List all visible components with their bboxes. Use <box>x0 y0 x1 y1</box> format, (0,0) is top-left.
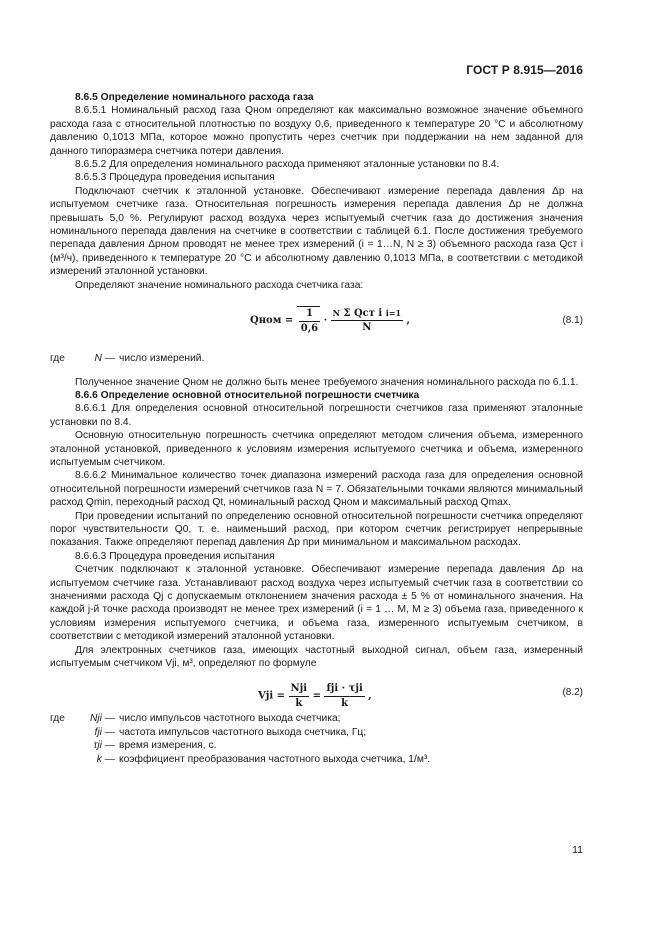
formula-tail: , <box>406 315 410 326</box>
formula-expression: Qном = $\frac{1}{0,6}$ · N Σ Qст i i=1 N , <box>250 307 410 334</box>
sqrt-numerator: 1 <box>299 307 320 321</box>
paragraph: 8.6.5.1 Номинальный расход газа Qном определяют как максимально возможное значение объемного расхода газа с относительной плотностью по воздуху 0,6, приведенного к температуре 20 °С и абсолютному давлению 0,1013 МПа, которое можно пропустить через счетчик при поддержании на нем заданной для данного типоразмера счетчика потери давления. <box>50 105 583 157</box>
paragraph: Для электронных счетчиков газа, имеющих частотный выходной сигнал, объем газа, измеренный испытуемым счетчиком Vji, м³, определяют по формуле <box>50 644 583 670</box>
formula-equals: = <box>312 690 321 702</box>
formula-8-2 <box>50 676 583 709</box>
formula-number: (8.2) <box>562 687 583 699</box>
paragraph: 8.6.6.3 Процедура проведения испытания <box>75 550 275 562</box>
paragraph: Определяют значение номинального расхода счетчика газа: <box>75 279 364 291</box>
paragraph: Основную относительную погрешность счетчика определяют методом сличения объема, измеренного эталонной установкой, приведенного к условиям измерения испытуемого счетчика и объема, измеренного испытуемым счетчиком. <box>50 430 583 468</box>
where-block-2 <box>50 712 583 766</box>
formula-expression <box>258 682 372 710</box>
formula-lhs: Vji = <box>258 690 286 702</box>
where-symbol: N — <box>94 353 115 365</box>
paragraph: При проведении испытаний по определению основной относительной погрешности счетчика определяют порог чувствительности Q0, т. е. наименьший расход, при котором счетчик регистрирует непрерывные показания. Также определяют перепад давления Δp при минимальном и максимальном расходах. <box>50 510 583 549</box>
section-heading: 8.6.6 Определение основной относительной погрешности счетчика <box>75 389 420 401</box>
where-text: число импульсов частотного выхода счетчика; <box>119 713 341 725</box>
where-text: частота импульсов частотного выхода счетчика, Гц; <box>119 726 367 738</box>
paragraph: 8.6.6.1 Для определения основной относительной погрешности счетчиков газа применяют эталонные установки по 8.4. <box>50 403 583 428</box>
document-header: ГОСТ Р 8.915—2016 <box>466 63 583 77</box>
paragraph: Полученное значение Qном не должно быть менее требуемого значения номинального расхода по 6.1.1. <box>75 376 579 388</box>
paragraph: 8.6.6.2 Минимальное количество точек диапазона измерений расхода газа для определения основной относительной погрешности измерений счетчиков газа N = 7. Обязательными точками являются минимальный расход Qmin, переходный расход Qt, номинальный расход Qном и максимальный расход Qmax. <box>50 470 583 509</box>
paragraph: 8.6.5.3 Процедура проведения испытания <box>75 172 275 184</box>
sum-bottom: i=1 <box>385 307 402 318</box>
sum-term: Qст i <box>353 307 383 319</box>
sum-fraction: N Σ Qст i i=1 N <box>332 307 402 333</box>
paragraph: Счетчик подключают к эталонной установке. Обеспечивают измерение перепада давления Δp на испытуемом счетчике газа. Устанавливают расход воздуха через испытуемый счетчик газа в соответствии со значениями расхода Qj с допускаемым отклонением значения расхода ± 5 % от номинального значения. На каждой j-й точке расхода производят не менее трех измерений (i = 1 … M, M ≥ 3) объема газа, приведенного к условиям измерения испытуемого счетчика, и объема газа, измеренного испытуемым счетчиком, в соответствии с методикой измерений эталонной установки. <box>50 564 583 643</box>
where-block-1 <box>50 352 583 365</box>
sum-denominator: N <box>362 322 372 333</box>
sqrt-term <box>297 306 320 335</box>
where-symbol: Nji — <box>89 713 115 725</box>
where-row <box>50 726 583 739</box>
fraction-1-denominator: k <box>295 697 303 709</box>
formula-8-1 <box>50 300 583 346</box>
where-row <box>50 712 583 725</box>
where-label: где <box>50 353 65 365</box>
where-row <box>50 739 583 752</box>
sqrt-denominator: 0,6 <box>300 322 319 334</box>
page-number: 11 <box>572 844 583 856</box>
where-symbol: k — <box>96 753 115 765</box>
where-symbol: fji — <box>94 726 115 738</box>
formula-number: (8.1) <box>562 315 583 327</box>
section-heading: 8.6.5 Определение номинального расхода газа <box>75 92 314 103</box>
paragraph: 8.6.5.2 Для определения номинального расхода применяют эталонные установки по 8.4. <box>75 159 500 171</box>
formula-lhs: Qном = <box>250 315 294 326</box>
fraction-1-numerator: Nji <box>289 682 310 696</box>
where-symbol: τji — <box>93 740 115 752</box>
paragraph: Подключают счетчик к эталонной установке. Обеспечивают измерение перепада давления Δp на испытуемом счетчике газа. Относительная погрешность измерения перепада давления Δp не должна превышать 5,0 %. Регулируют расход воздуха через испытуемый счетчик газа до достижения значения номинального перепада давления на счетчике в соответствии с таблицей 6.1. После достижения требуемого перепада давления Δpном проводят не менее трех измерений (i = 1…N, N ≥ 3) объемного расхода газа Qст i (м³/ч), приведенного к температуре 20 °С и абсолютному давлению 0,1013 МПа, в соответствии с методикой измерений эталонной установки. <box>50 185 583 278</box>
where-row <box>50 352 583 365</box>
fraction-2-numerator: fji · τji <box>324 682 364 696</box>
document-body <box>50 91 583 776</box>
fraction-2-denominator: k <box>341 697 349 709</box>
where-label: где <box>50 713 65 725</box>
where-text: время измерения, с. <box>119 740 217 752</box>
where-row <box>50 753 583 766</box>
sum-top: N <box>332 307 340 318</box>
formula-tail: , <box>368 690 372 702</box>
where-text: коэффициент преобразования частотного выхода счетчика, 1/м³. <box>119 753 431 765</box>
where-text: число измерений. <box>119 353 205 365</box>
